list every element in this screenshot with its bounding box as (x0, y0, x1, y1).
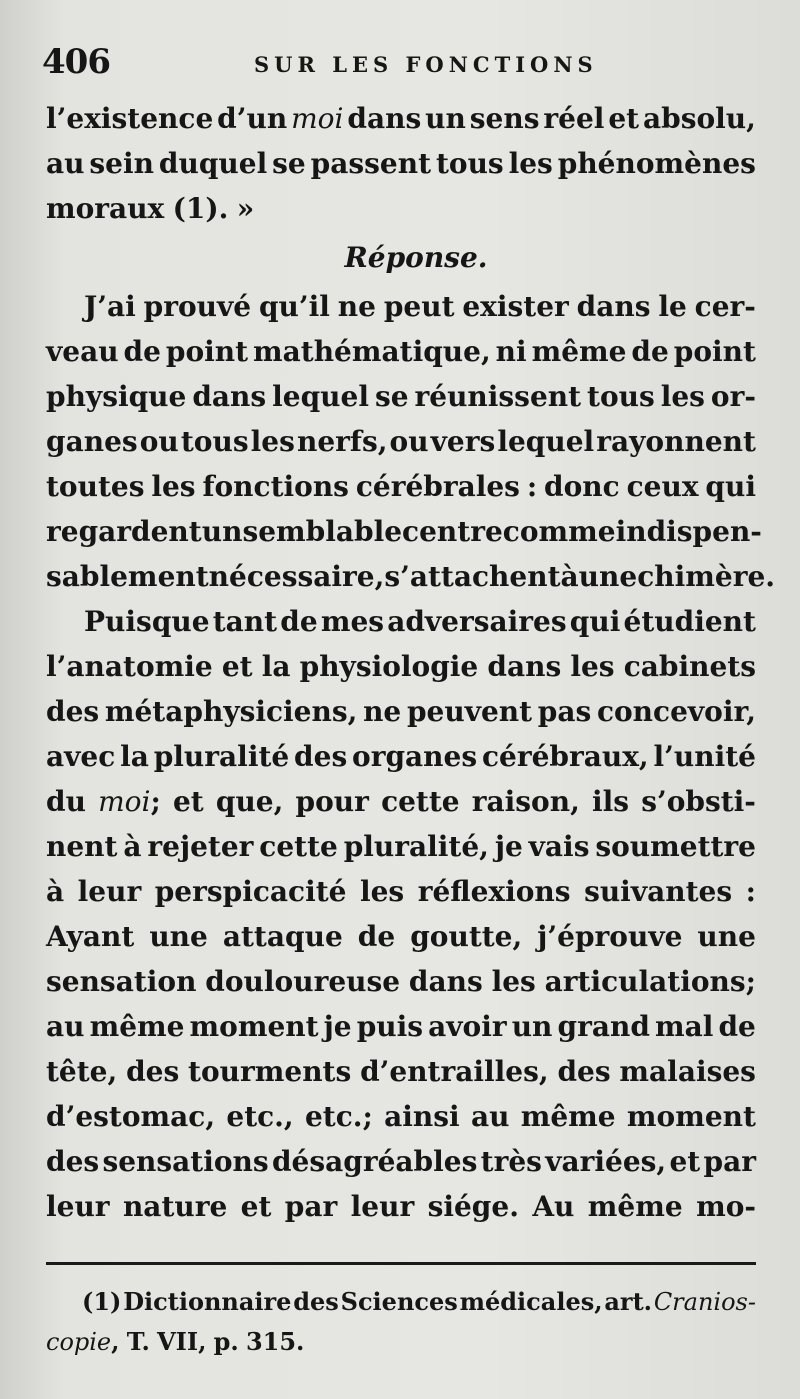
body-line-20: sensation douloureuse dans les articulations; (46, 965, 756, 998)
body-line-21: au même moment je puis avoir un grand mal de (46, 1010, 756, 1043)
page-number: 406 (42, 42, 110, 82)
body-line-18: à leur perspicacité les réflexions suivantes : (46, 875, 756, 908)
body-line-8: ganes ou tous les nerfs, ou vers lequel rayonnent (46, 425, 756, 458)
body-line-12: Puisque tant de mes adversaires qui étudient (84, 605, 756, 638)
body-line-6: veau de point mathématique, ni même de point (46, 335, 756, 368)
body-line-17: nent à rejeter cette pluralité, je vais soumettre (46, 830, 756, 863)
body-line-10: regardent un semblable centre comme indispen- (46, 515, 762, 548)
body-line-24: des sensations désagréables très variées, et par (46, 1145, 756, 1178)
footnote (46, 1282, 756, 1362)
body-line-4: Réponse. (344, 241, 488, 274)
body-line-23: d’estomac, etc., etc.; ainsi au même moment (46, 1100, 756, 1133)
body-line-2: au sein duquel se passent tous les phénomènes (46, 147, 756, 180)
body-line-7: physique dans lequel se réunissent tous les or- (46, 380, 756, 413)
footnote-line-1: (1) Dictionnaire des Sciences médicales, art. Cranios- (82, 1287, 756, 1316)
footnote-rule (46, 1262, 756, 1265)
page-header (42, 42, 762, 86)
body-line-11: sablement nécessaire, s’attachent à une chimère. (46, 560, 776, 593)
body-line-9: toutes les fonctions cérébrales : donc ceux qui (46, 470, 756, 503)
body-line-16: du moi; et que, pour cette raison, ils s’obsti- (46, 785, 756, 818)
body-line-15: avec la pluralité des organes cérébraux, l’unité (46, 740, 756, 773)
body-line-5: J’ai prouvé qu’il ne peut exister dans le cer- (84, 290, 756, 323)
body-line-22: tête, des tourments d’entrailles, des malaises (46, 1055, 756, 1088)
body-line-25: leur nature et par leur siége. Au même mo- (46, 1190, 756, 1223)
body-line-13: l’anatomie et la physiologie dans les cabinets (46, 650, 756, 683)
body-text (46, 96, 776, 1229)
footnote-line-2: copie, T. VII, p. 315. (46, 1327, 305, 1356)
body-line-3: moraux (1). » (46, 192, 255, 225)
body-line-14: des métaphysiciens, ne peuvent pas concevoir, (46, 695, 756, 728)
body-line-19: Ayant une attaque de goutte, j’éprouve une (46, 920, 756, 953)
running-title: SUR LES FONCTIONS (254, 52, 598, 77)
body-line-1: l’existence d’un moi dans un sens réel et absolu, (46, 102, 756, 135)
